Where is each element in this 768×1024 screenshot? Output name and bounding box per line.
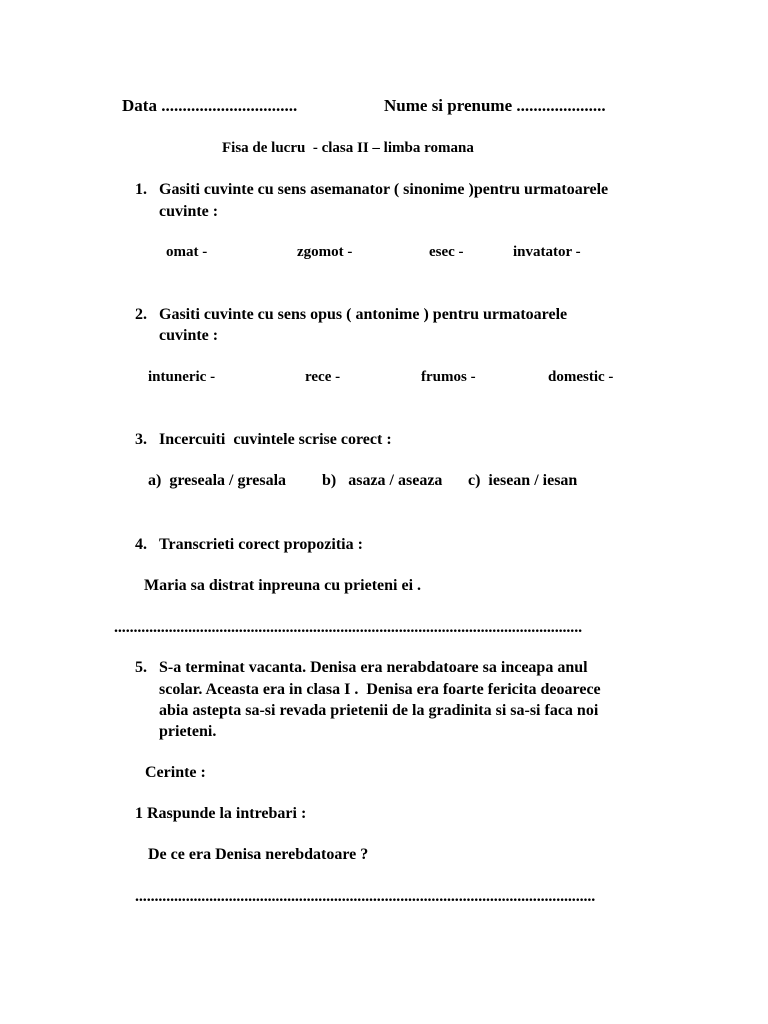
q1-word: zgomot - bbox=[297, 244, 353, 260]
q5-question: De ce era Denisa nerebdatoare ? bbox=[148, 846, 369, 863]
date-field: Data ................................ bbox=[122, 96, 298, 115]
q4-text: Transcrieti corect propozitia : bbox=[159, 536, 363, 553]
q3-text: Incercuiti cuvintele scrise corect : bbox=[159, 431, 392, 448]
q5-text-line: S-a terminat vacanta. Denisa era nerabdatoare sa inceapa anul bbox=[159, 659, 588, 676]
q5-answer-line: ...................................................................................................................... bbox=[135, 888, 596, 905]
name-field: Nume si prenume ..................... bbox=[384, 96, 606, 115]
q2-word: frumos - bbox=[421, 369, 476, 385]
q5-number: 5. bbox=[135, 659, 147, 676]
q5-text-line: prieteni. bbox=[159, 723, 217, 740]
q1-text-line2: cuvinte : bbox=[159, 203, 219, 220]
q3-option-c: c) iesean / iesan bbox=[468, 472, 578, 489]
q2-word: domestic - bbox=[548, 369, 614, 385]
q5-cerinte: Cerinte : bbox=[145, 764, 206, 781]
q5-text-line: abia astepta sa-si revada prietenii de la gradinita si sa-si faca noi bbox=[159, 702, 599, 719]
worksheet-title: Fisa de lucru - clasa II – limba romana bbox=[222, 140, 474, 156]
q2-text-line2: cuvinte : bbox=[159, 327, 219, 344]
q2-text-line1: Gasiti cuvinte cu sens opus ( antonime ) pentru urmatoarele bbox=[159, 306, 568, 323]
q1-word: invatator - bbox=[513, 244, 581, 260]
q2-word: intuneric - bbox=[148, 369, 216, 385]
q3-option-b: b) asaza / aseaza bbox=[322, 472, 443, 489]
q4-answer-line: ........................................................................................................................ bbox=[114, 619, 583, 636]
q1-word: omat - bbox=[166, 244, 208, 260]
q2-number: 2. bbox=[135, 306, 147, 323]
q3-number: 3. bbox=[135, 431, 147, 448]
q5-text-line: scolar. Aceasta era in clasa I . Denisa era foarte fericita deoarece bbox=[159, 681, 601, 698]
q1-text-line1: Gasiti cuvinte cu sens asemanator ( sinonime )pentru urmatoarele bbox=[159, 181, 609, 198]
q5-requirement-1: 1 Raspunde la intrebari : bbox=[135, 805, 307, 822]
q4-sentence: Maria sa distrat inpreuna cu prieteni ei . bbox=[144, 577, 422, 594]
q4-number: 4. bbox=[135, 536, 147, 553]
q3-option-a: a) greseala / gresala bbox=[148, 472, 287, 489]
q2-word: rece - bbox=[305, 369, 341, 385]
q1-number: 1. bbox=[135, 181, 147, 198]
q1-word: esec - bbox=[429, 244, 464, 260]
